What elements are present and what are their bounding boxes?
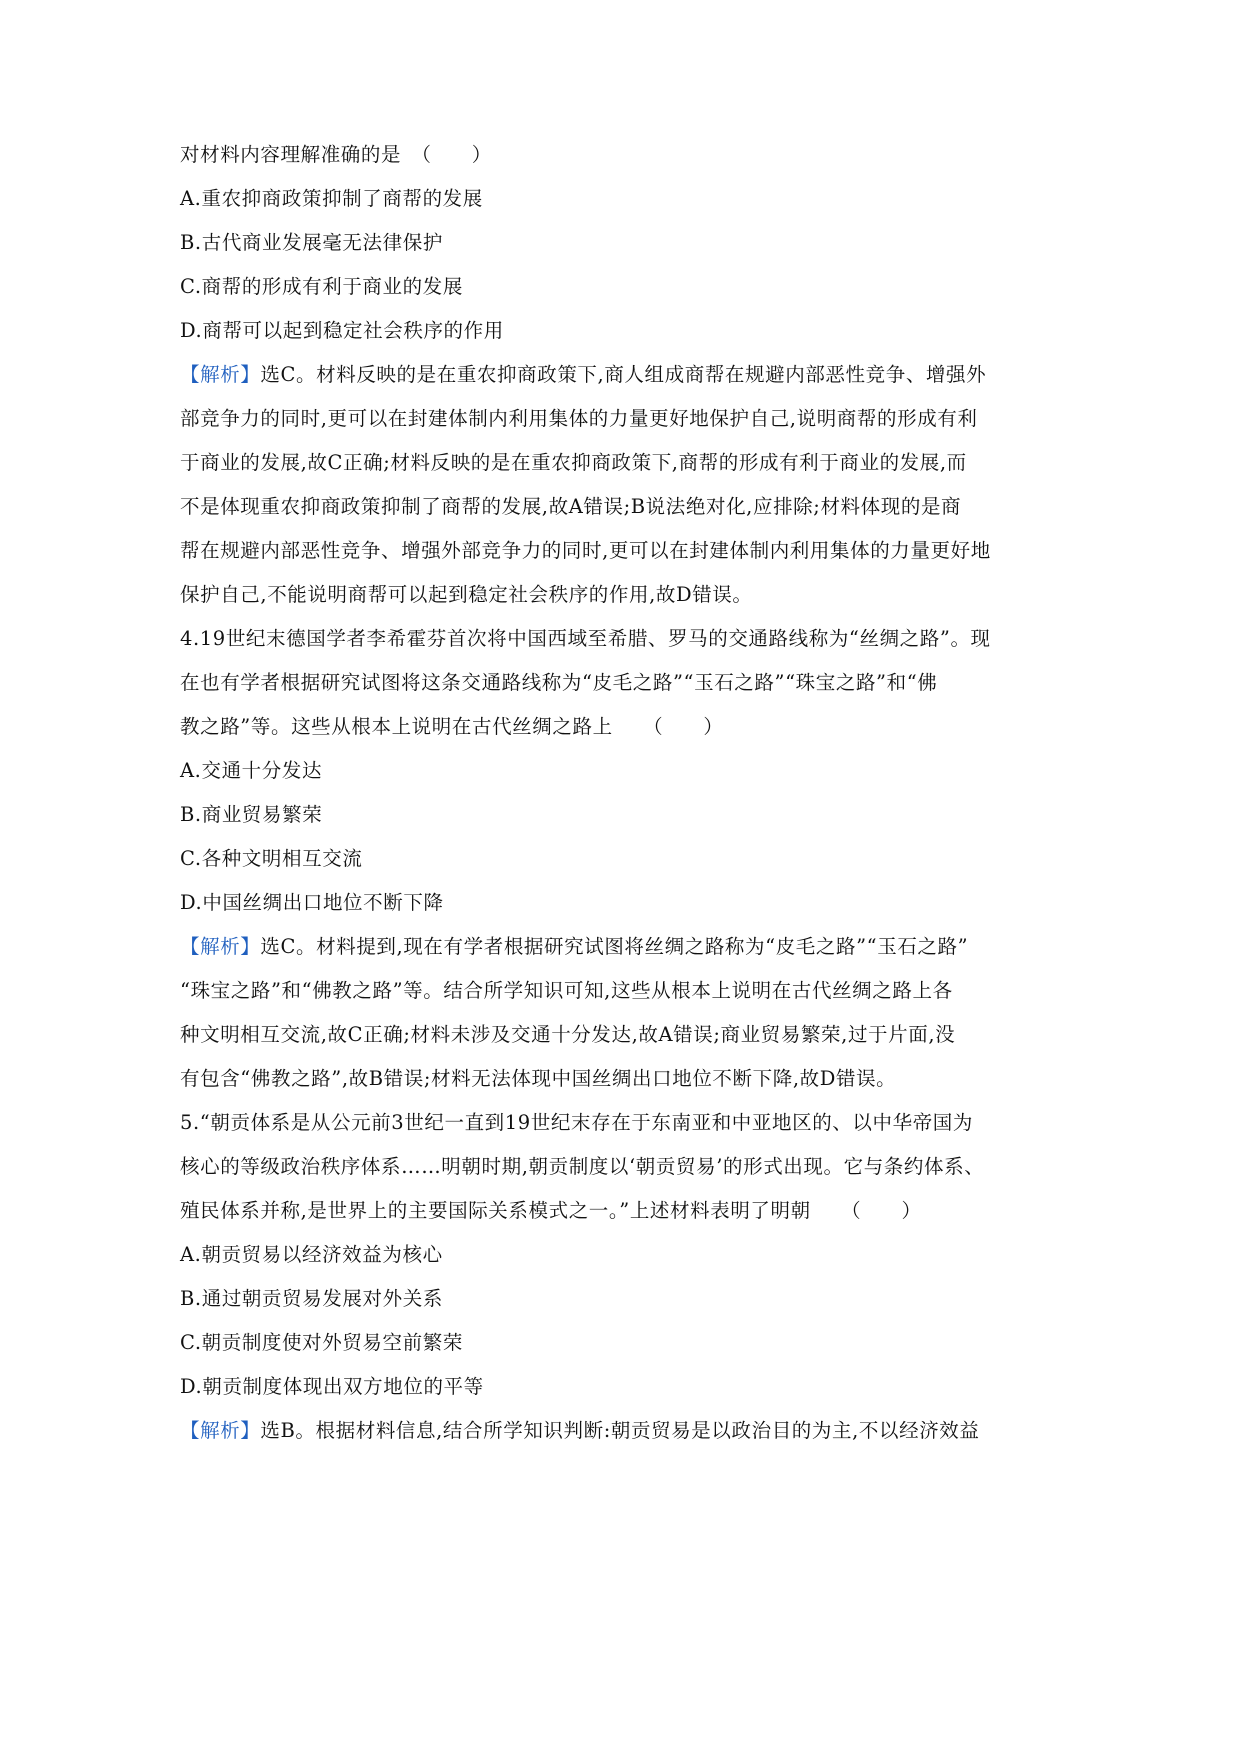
q3-analysis-line-4: 不是体现重农抑商政策抑制了商帮的发展,故A错误;B说法绝对化,应排除;材料体现的是商	[180, 495, 962, 518]
q3-option-a: A.重农抑商政策抑制了商帮的发展	[180, 187, 483, 210]
q3-option-b: B.古代商业发展毫无法律保护	[180, 231, 443, 254]
q4-stem-line-3: 教之路”等。这些从根本上说明在古代丝绸之路上 （ ）	[180, 715, 724, 738]
q4-analysis-line-1: 【解析】选C。材料提到,现在有学者根据研究试图将丝绸之路称为“皮毛之路”“玉石之路”	[180, 935, 969, 958]
q4-analysis-line-3: 种文明相互交流,故C正确;材料未涉及交通十分发达,故A错误;商业贸易繁荣,过于片面,没	[180, 1023, 956, 1046]
q3-analysis-line-3: 于商业的发展,故C正确;材料反映的是在重农抑商政策下,商帮的形成有利于商业的发展,而	[180, 451, 967, 474]
q5-option-a: A.朝贡贸易以经济效益为核心	[180, 1243, 443, 1266]
q3-analysis-line-5: 帮在规避内部恶性竞争、增强外部竞争力的同时,更可以在封建体制内利用集体的力量更好地	[180, 539, 991, 562]
q3-analysis-line-2: 部竞争力的同时,更可以在封建体制内利用集体的力量更好地保护自己,说明商帮的形成有利	[180, 407, 978, 430]
q5-option-d: D.朝贡制度体现出双方地位的平等	[180, 1375, 484, 1398]
q5-analysis-line-1: 【解析】选B。根据材料信息,结合所学知识判断:朝贡贸易是以政治目的为主,不以经济效益	[180, 1419, 980, 1442]
q5-stem-line-2: 核心的等级政治秩序体系……明朝时期,朝贡制度以‘朝贡贸易’的形式出现。它与条约体系、	[180, 1155, 985, 1178]
q5-option-b: B.通过朝贡贸易发展对外关系	[180, 1287, 443, 1310]
q5-stem-line-3: 殖民体系并称,是世界上的主要国际关系模式之一。”上述材料表明了明朝 （ ）	[180, 1199, 922, 1222]
q4-option-a: A.交通十分发达	[180, 759, 323, 782]
q5-stem-line-1: 5.“朝贡体系是从公元前3世纪一直到19世纪末存在于东南亚和中亚地区的、以中华帝国为	[180, 1111, 973, 1134]
q4-option-d: D.中国丝绸出口地位不断下降	[180, 891, 444, 914]
q3-analysis-line-6: 保护自己,不能说明商帮可以起到稳定社会秩序的作用,故D错误。	[180, 583, 753, 606]
analysis-tag: 【解析】	[180, 935, 261, 958]
analysis-tag: 【解析】	[180, 363, 261, 386]
q3-analysis-line-1: 【解析】选C。材料反映的是在重农抑商政策下,商人组成商帮在规避内部恶性竞争、增强外	[180, 363, 987, 386]
q3-option-d: D.商帮可以起到稳定社会秩序的作用	[180, 319, 504, 342]
q4-analysis-line-4: 有包含“佛教之路”,故B错误;材料无法体现中国丝绸出口地位不断下降,故D错误。	[180, 1067, 897, 1090]
q4-option-b: B.商业贸易繁荣	[180, 803, 323, 826]
q4-analysis-line-2: “珠宝之路”和“佛教之路”等。结合所学知识可知,这些从根本上说明在古代丝绸之路上各	[180, 979, 953, 1002]
analysis-tag: 【解析】	[180, 1419, 261, 1442]
q4-option-c: C.各种文明相互交流	[180, 847, 363, 870]
q3-option-c: C.商帮的形成有利于商业的发展	[180, 275, 463, 298]
q4-stem-line-1: 4.19世纪末德国学者李希霍芬首次将中国西域至希腊、罗马的交通路线称为“丝绸之路”。现	[180, 627, 991, 650]
q4-stem-line-2: 在也有学者根据研究试图将这条交通路线称为“皮毛之路”“玉石之路”“珠宝之路”和“佛	[180, 671, 938, 694]
q3-stem: 对材料内容理解准确的是 （ ）	[180, 143, 492, 166]
q5-option-c: C.朝贡制度使对外贸易空前繁荣	[180, 1331, 463, 1354]
